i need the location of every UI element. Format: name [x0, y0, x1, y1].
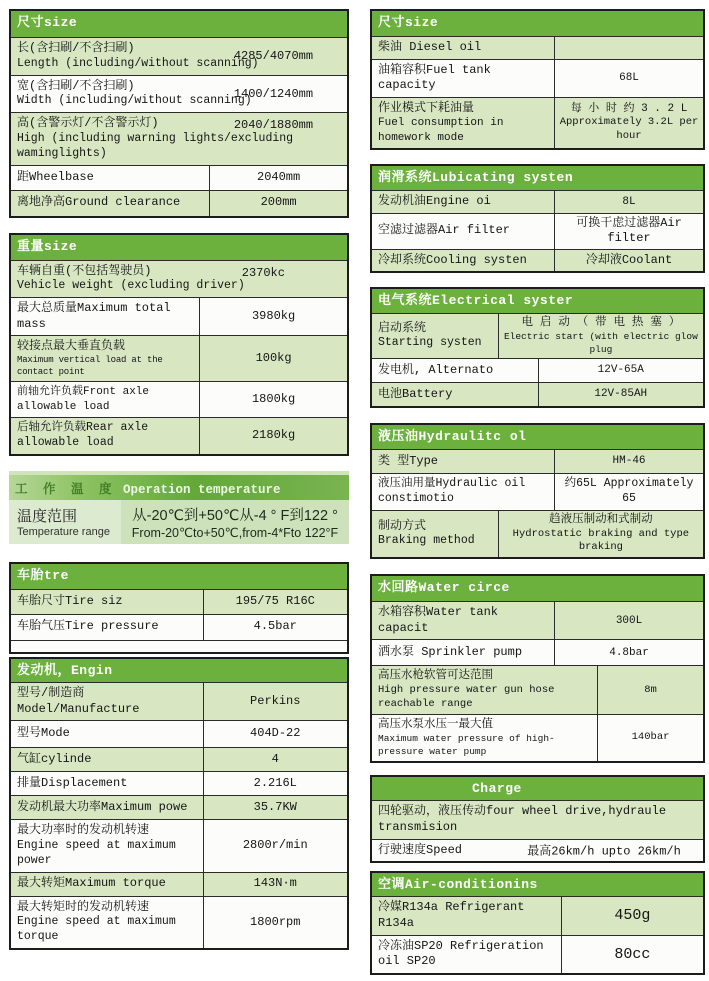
spec-label [372, 936, 561, 973]
table-row [11, 872, 347, 896]
spec-label-line1: 水箱容积Water tank capacit [378, 605, 499, 635]
spec-value [538, 383, 704, 406]
spec-label [372, 602, 554, 639]
table-header: 液压油Hydraulitc ol [372, 425, 703, 449]
spec-label [11, 590, 203, 614]
table-row [372, 313, 703, 358]
spec-label-line1: 气缸cylinde [17, 751, 92, 766]
spec-label [372, 666, 597, 714]
spec-label-line1: 高压水枪软管可达范围 [378, 669, 493, 683]
spec-label-line1: 冷冻油SP20 Refrigeration oil SP20 [378, 938, 544, 969]
spec-value [554, 640, 703, 665]
table-row [372, 213, 703, 249]
left-column [9, 9, 349, 975]
table-engine [9, 657, 349, 950]
table-row [372, 935, 703, 973]
spec-label-line1: 最大功率时的发动机转速 [17, 823, 150, 838]
table-row [11, 795, 347, 819]
spec-label [11, 873, 203, 896]
spec-label-line1: 最大转矩时的发动机转速 [17, 899, 150, 914]
spec-value [597, 666, 703, 714]
spec-label [11, 336, 199, 381]
spec-value-line1: 从-20℃到+50℃从-4 ° F到122 ° [132, 507, 338, 524]
spec-label-line1: 柴油 Diesel oil [378, 40, 482, 54]
table-row [11, 190, 347, 216]
table-row [11, 819, 347, 871]
spec-label-line1: 车胎尺寸Tire siz [17, 593, 123, 608]
spec-value-line1: 404D-22 [250, 726, 301, 741]
spec-value [203, 748, 347, 771]
table-operating-temperature [9, 471, 349, 544]
table-row [11, 614, 347, 640]
table-row [372, 358, 703, 382]
table-header: 尺寸size [11, 11, 347, 37]
table-row [372, 800, 703, 838]
spec-label-line1: 车辆自重(不包括驾驶员) [17, 263, 152, 278]
spec-value [203, 897, 347, 948]
table-row [11, 335, 347, 381]
table-row [11, 771, 347, 795]
spec-label [11, 772, 203, 795]
table-header-en: Operation temperature [123, 482, 281, 497]
spec-label-line1: 油箱容积Fuel tank capacity [378, 62, 491, 93]
spec-value [199, 418, 347, 454]
table-header: Charge [372, 777, 703, 800]
table-tire [9, 562, 349, 654]
spec-label [11, 820, 203, 871]
spec-value [554, 474, 703, 510]
spec-label-line2: Length (including/without scanning) [17, 56, 259, 70]
table-row [372, 190, 703, 213]
spec-label [372, 314, 498, 358]
table-row [9, 500, 349, 544]
spec-label-line1: 冷媒R134a Refrigerant R134a [378, 900, 525, 931]
spec-label [11, 683, 203, 720]
spec-value-line2: Hydrostatic braking and type braking [512, 527, 690, 554]
spec-value [554, 602, 703, 639]
spec-label-line2: Maximum vertical load at the contact point [17, 354, 163, 377]
spec-value-line1: 2.216L [253, 775, 297, 790]
spec-label-line2: Engine speed at maximum power [17, 838, 176, 867]
table-row [11, 720, 347, 747]
spec-label [372, 98, 554, 148]
spec-label-line1: 发动机油Engine oi [378, 193, 491, 208]
table-row [372, 382, 703, 406]
table-weight [9, 233, 349, 456]
spec-label-line2: High pressure water gun hose reachable range [378, 684, 555, 710]
spec-label-line2: Maximum water pressure of high-pressure water pump [378, 733, 555, 757]
spec-value-line1: 8m [644, 683, 657, 696]
spec-value-line1: 2040mm [257, 169, 301, 184]
table-row [372, 839, 703, 862]
spec-value [538, 359, 704, 382]
spec-text: 四轮驱动，液压传动four wheel drive,hydraule transmision [378, 804, 667, 834]
spec-label [372, 250, 554, 272]
table-row [11, 747, 347, 771]
spec-label-line1: 电池Battery [378, 386, 453, 401]
spec-value-line1: 140bar [631, 731, 670, 744]
spec-label-line2: Engine speed at maximum torque [17, 915, 176, 944]
spec-value [554, 214, 703, 249]
spec-value [597, 715, 703, 761]
table-header: 润滑系统Lubicating systen [372, 166, 703, 190]
spec-label-line1: 高压水泵水压一最大值 [378, 718, 493, 732]
spec-value-line1: 8L [622, 195, 636, 208]
table-air-conditioning [370, 871, 705, 975]
spec-value-line1: 2180kg [251, 427, 296, 442]
spec-label-line2: Temperature range [17, 525, 110, 538]
spec-value-line1: 450g [614, 907, 651, 925]
spec-label-line2: Braking method [378, 534, 475, 548]
table-header: 尺寸size [372, 11, 703, 36]
spec-value [199, 298, 347, 335]
spec-value [561, 936, 703, 973]
spec-value [498, 314, 703, 358]
table-row [372, 601, 703, 639]
table-hydraulic-oil [370, 423, 705, 559]
spec-label-line1: 温度范围 [17, 507, 78, 525]
spec-value-line1: 195/75 R16C [235, 593, 315, 608]
spec-value [121, 500, 349, 544]
table-row [372, 896, 703, 934]
spec-label-line2: High (including warning lights/excluding waminglights) [17, 131, 294, 160]
spec-value-line1: 可换干虑过滤器Air filter [576, 215, 682, 246]
table-row [11, 417, 347, 454]
spec-value-line1: 电 启 动 （ 带 电 热 塞 ） [521, 316, 681, 330]
spec-value: 4285/4070mm [233, 49, 314, 64]
table-dimensions [9, 9, 349, 218]
spec-label [11, 748, 203, 771]
table-row [372, 449, 703, 473]
spec-value-line1: 35.7KW [253, 799, 297, 814]
table-header: 重量size [11, 235, 347, 260]
spec-label [9, 500, 121, 544]
table-row [372, 665, 703, 714]
spec-label-line1: 型号/制造商Model/Manufacture [17, 685, 140, 716]
spec-value-line1: 143N·m [253, 876, 297, 891]
spec-value-line1: 300L [615, 614, 643, 627]
spec-label [11, 615, 203, 640]
spec-value [199, 336, 347, 381]
spec-label [11, 418, 199, 454]
table-header-zh: 工 作 温 度 [15, 482, 116, 497]
spec-label-line1: 距Wheelbase [17, 169, 94, 184]
spec-label [11, 298, 199, 335]
spec-value-line1: 12V-65A [597, 364, 644, 377]
spec-label [11, 897, 203, 948]
table-header: 电气系统Electrical syster [372, 289, 703, 313]
spec-value [203, 615, 347, 640]
table-header: 发动机，Engin [11, 659, 347, 682]
spec-label [372, 715, 597, 761]
spec-value [561, 897, 703, 934]
spec-label-line2: Starting systen [378, 336, 482, 350]
spec-label-line1: 排量Displacement [17, 775, 128, 790]
spec-value [203, 590, 347, 614]
spec-value: 2370kc [241, 265, 285, 280]
spec-value: 1400/1240mm [233, 86, 314, 101]
spec-label-line1: 长(含扫刷/不含扫刷) [17, 41, 135, 55]
spec-label-line1: 高(含警示灯/不含警示灯) [17, 116, 159, 131]
spec-value [554, 191, 703, 213]
table-row [372, 36, 703, 59]
spec-label-line1: 发电机, Alternato [378, 362, 494, 377]
table-header [9, 471, 349, 500]
spec-value-line2: Approximately 3.2L per hour [559, 116, 699, 143]
spec-label [372, 191, 554, 213]
spec-value: 2040/1880mm [233, 118, 314, 133]
spec-value [554, 60, 703, 97]
table-row [372, 510, 703, 557]
spec-label [11, 382, 199, 417]
spec-value-line1: 每 小 时 约 3 . 2 L [570, 103, 688, 116]
spec-label [372, 474, 554, 510]
table-row [11, 37, 347, 75]
spec-label-line1: 车胎气压Tire pressure [17, 619, 159, 634]
spec-value-line1: HM-46 [612, 455, 646, 468]
spec-label [372, 214, 554, 249]
right-column [370, 9, 705, 975]
spec-label [11, 721, 203, 747]
table-header: 水回路Water circe [372, 576, 703, 601]
spec-value-line1: 68L [619, 72, 639, 85]
table-lubricating-system [370, 164, 705, 273]
table-fuel [370, 9, 705, 150]
spec-label-line1: 空滤过滤器Air filter [378, 223, 511, 238]
table-row [372, 714, 703, 761]
spec-label [372, 60, 554, 97]
spec-label-line1: 前轴允许负载Front axle allowable load [17, 386, 150, 413]
spec-label [372, 640, 554, 665]
table-header: 车胎tre [11, 564, 347, 589]
spec-value-line1: 100kg [255, 350, 292, 365]
spec-value-line1: 1800kg [251, 391, 296, 406]
spec-value-line1: 1800rpm [250, 914, 301, 929]
table-row [372, 59, 703, 97]
spec-value-line1: 4.8bar [609, 646, 649, 659]
table-row [11, 381, 347, 417]
spec-label-line1: 行驶速度Speed [378, 842, 463, 857]
spec-value-line1: 200mm [260, 195, 297, 210]
spec-label-line1: 最大总质量Maximum total mass [17, 301, 171, 331]
spec-value-line1: 约65L Approximately 65 [564, 476, 694, 505]
spec-value-line1: 4 [271, 751, 279, 766]
spec-label-line2: Width (including/without scanning) [17, 94, 252, 108]
table-row [372, 97, 703, 148]
spec-label [11, 796, 203, 819]
spec-label-line1: 较接点最大垂直负载 [17, 339, 126, 354]
spec-value-line1: 80cc [614, 945, 651, 963]
table-row [11, 896, 347, 948]
spec-value [203, 721, 347, 747]
spec-value-line1: 4.5bar [253, 619, 297, 634]
table-row [11, 75, 347, 113]
spec-label [11, 166, 209, 190]
spec-value-line1: 趋液压制动和式制动 [549, 512, 653, 526]
spec-label [372, 450, 554, 473]
table-charge [370, 775, 705, 863]
spec-label-line1: 类 型Type [378, 453, 439, 468]
table-row [11, 112, 347, 164]
spec-label-line1: 作业模式下耗油量 [378, 100, 475, 115]
spec-label-line1: 最大转矩Maximum torque [17, 876, 166, 891]
spec-label-line1: 宽(含扫刷/不含扫刷) [17, 78, 135, 93]
spec-value [203, 820, 347, 871]
spec-label [372, 383, 538, 406]
spec-value-line1: 冷却液Coolant [585, 252, 673, 267]
spec-value [203, 796, 347, 819]
table-row [11, 682, 347, 720]
spec-value-line1: 12V-85AH [594, 388, 648, 401]
table-row [11, 260, 347, 298]
spec-label-line1: 洒水泵 Sprinkler pump [378, 644, 523, 659]
spec-label [372, 897, 561, 934]
spec-value [203, 873, 347, 896]
table-row [372, 249, 703, 272]
spec-value [199, 382, 347, 417]
spec-label-line1: 冷却系统Cooling systen [378, 252, 527, 267]
spec-value-line2: Electric start (with electric glow plug [503, 331, 698, 355]
spec-label-line1: 后轴允许负载Rear axle allowable load [17, 420, 149, 449]
spec-value-line1: 3980kg [251, 308, 296, 323]
spec-value [554, 250, 703, 272]
spec-value [554, 37, 703, 59]
table-row [11, 165, 347, 190]
spec-value [554, 98, 703, 148]
spec-value [209, 191, 347, 216]
spec-value [209, 166, 347, 190]
spec-value [498, 511, 703, 557]
table-row [11, 589, 347, 614]
spec-value [203, 772, 347, 795]
spec-label [11, 191, 209, 216]
spec-label-line2: Vehicle weight (excluding driver) [17, 279, 245, 293]
table-row [372, 473, 703, 510]
spec-label [372, 359, 538, 382]
table-header: 空调Air-conditionins [372, 873, 703, 896]
table-row [11, 297, 347, 335]
spec-label-line1: 液压油用量Hydraulic oil constimotio [378, 476, 526, 505]
spec-label-line2: Fuel consumption in homework mode [378, 117, 504, 144]
spec-label-line1: 启动系统 [378, 320, 427, 335]
table-row [372, 639, 703, 665]
spec-value-line1: 2800r/min [242, 838, 308, 853]
table-row [11, 640, 347, 652]
spec-value [203, 683, 347, 720]
spec-value-line2: From-20℃to+50℃,from-4*Fto 122°F [131, 525, 339, 540]
spec-label-line1: 型号Mode [17, 726, 70, 741]
spec-value-line1: Perkins [250, 693, 301, 708]
spec-value [554, 450, 703, 473]
spec-label-line1: 发动机最大功率Maximum powe [17, 799, 188, 814]
spec-label-line1: 离地净高Ground clearance [17, 195, 181, 210]
spec-label [372, 37, 554, 59]
table-electrical-system [370, 287, 705, 408]
table-water-circuit [370, 574, 705, 763]
spec-label-line1: 制动方式 [378, 518, 427, 533]
spec-value: 最高26km/h upto 26km/h [527, 844, 681, 859]
spec-label [372, 511, 498, 557]
